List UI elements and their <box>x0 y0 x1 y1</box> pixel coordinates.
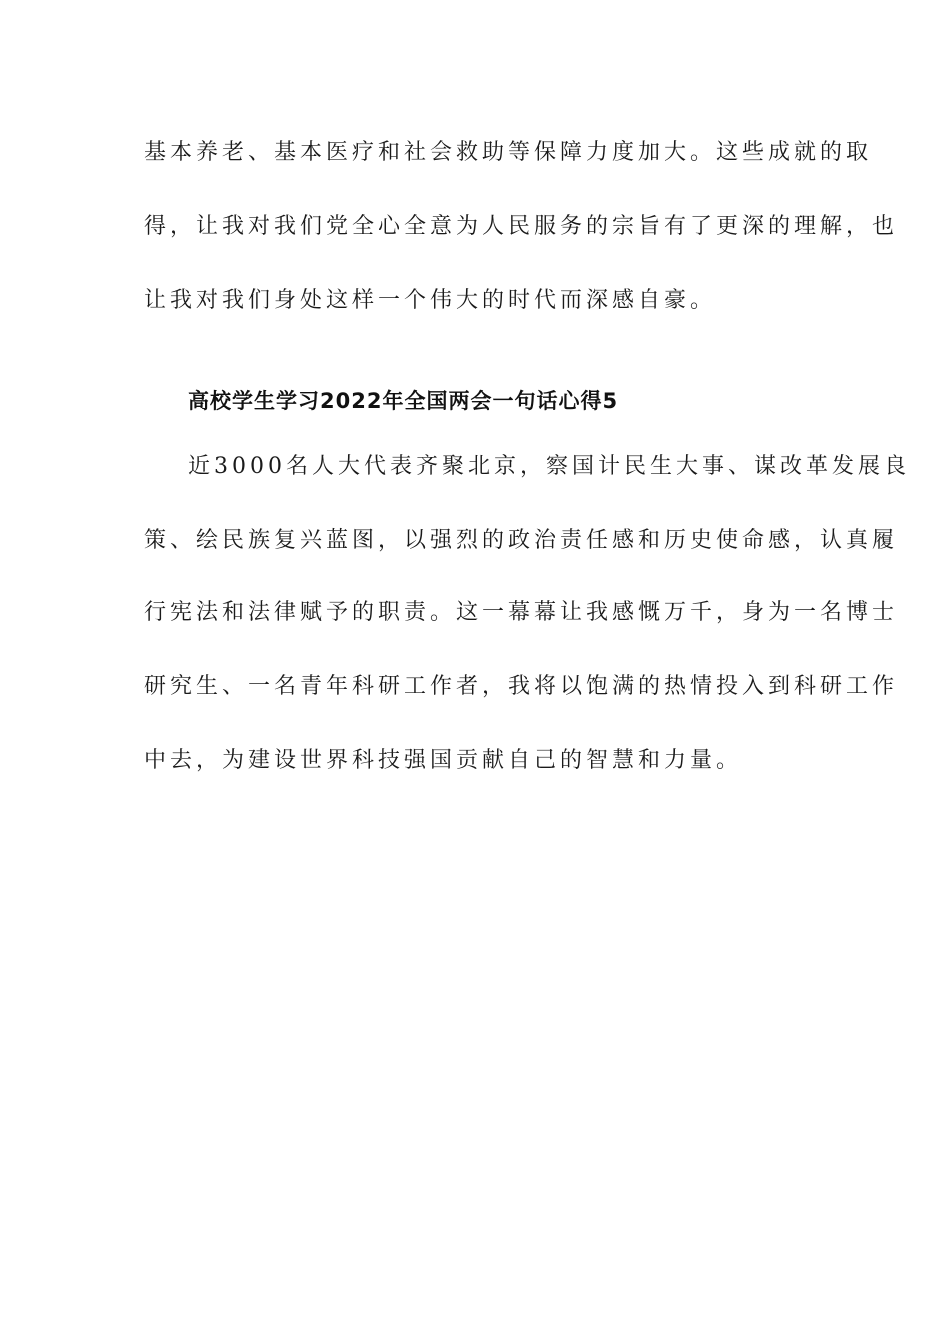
paragraph-2-line-2: 策、绘民族复兴蓝图，以强烈的政治责任感和历史使命感，认真履 <box>144 528 899 553</box>
paragraph-2-line-3: 行宪法和法律赋予的职责。这一幕幕让我感慨万千，身为一名博士 <box>144 600 899 625</box>
paragraph-1-line-3: 让我对我们身处这样一个伟大的时代而深感自豪。 <box>144 288 717 313</box>
paragraph-2-line-4: 研究生、一名青年科研工作者，我将以饱满的热情投入到科研工作 <box>144 674 899 699</box>
paragraph-1-line-2: 得，让我对我们党全心全意为人民服务的宗旨有了更深的理解，也 <box>144 214 899 239</box>
paragraph-2-line-1: 近3000名人大代表齐聚北京，察国计民生大事、谋改革发展良 <box>188 454 910 479</box>
paragraph-1-line-1: 基本养老、基本医疗和社会救助等保障力度加大。这些成就的取 <box>144 140 873 165</box>
section-heading: 高校学生学习2022年全国两会一句话心得5 <box>188 389 619 413</box>
paragraph-2-line-5: 中去，为建设世界科技强国贡献自己的智慧和力量。 <box>144 748 743 773</box>
